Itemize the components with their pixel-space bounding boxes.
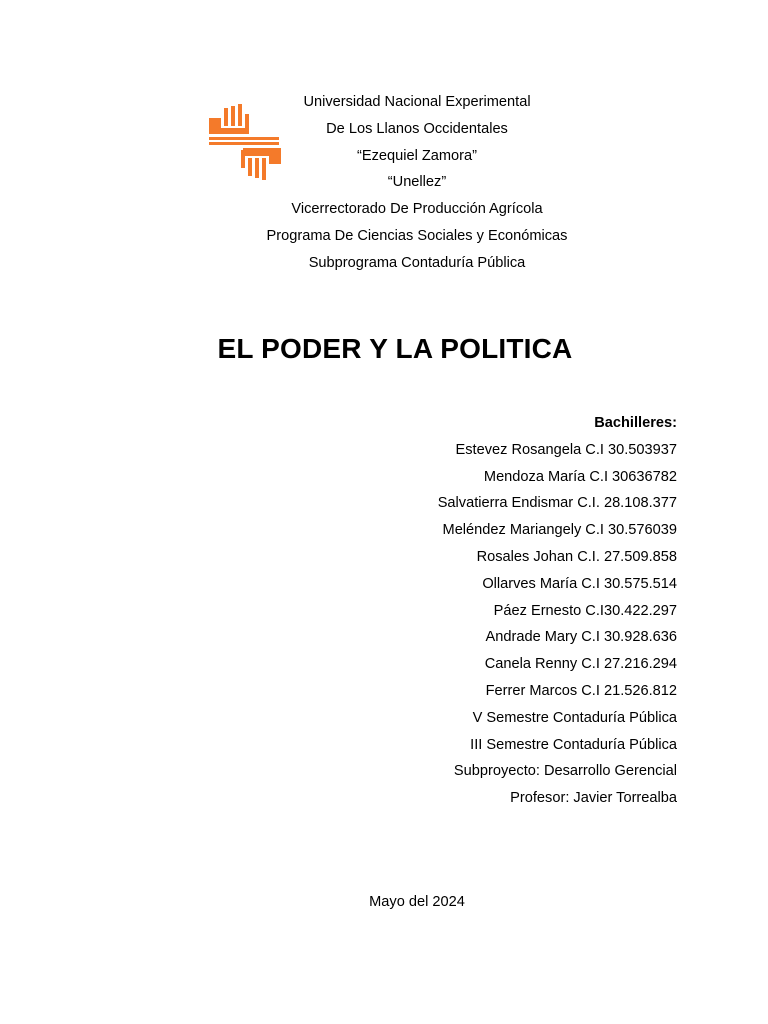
author-line: Estevez Rosangela C.I 30.503937 <box>455 441 677 458</box>
author-line: Rosales Johan C.I. 27.509.858 <box>476 548 677 565</box>
header-line: Programa De Ciencias Sociales y Económicas <box>266 227 568 244</box>
institution-header <box>217 91 617 279</box>
header-line: Vicerrectorado De Producción Agrícola <box>291 201 543 218</box>
header-line: “Unellez” <box>387 174 447 191</box>
semester-line: III Semestre Contaduría Pública <box>470 736 677 753</box>
header-line: “Ezequiel Zamora” <box>356 147 478 164</box>
author-line: Meléndez Mariangely C.I 30.576039 <box>442 522 677 539</box>
header-line: Subprograma Contaduría Pública <box>308 254 526 271</box>
author-line: Andrade Mary C.I 30.928.636 <box>485 629 677 646</box>
semester-line: V Semestre Contaduría Pública <box>472 709 677 726</box>
authors-block <box>438 410 677 812</box>
author-line: Salvatierra Endismar C.I. 28.108.377 <box>437 495 677 512</box>
author-line: Mendoza María C.I 30636782 <box>483 468 677 485</box>
authors-heading: Bachilleres: <box>594 415 677 431</box>
author-line: Ollarves María C.I 30.575.514 <box>482 575 677 592</box>
header-line: De Los Llanos Occidentales <box>326 120 508 137</box>
subproject-line: Subproyecto: Desarrollo Gerencial <box>453 763 677 780</box>
author-line: Ferrer Marcos C.I 21.526.812 <box>485 682 677 699</box>
professor-line: Profesor: Javier Torrealba <box>510 790 677 807</box>
document-title: EL PODER Y LA POLITICA <box>217 333 573 364</box>
author-line: Canela Renny C.I 27.216.294 <box>484 656 677 673</box>
author-line: Páez Ernesto C.I30.422.297 <box>493 602 677 619</box>
header-line: Universidad Nacional Experimental <box>303 94 531 110</box>
document-date: Mayo del 2024 <box>369 894 465 910</box>
